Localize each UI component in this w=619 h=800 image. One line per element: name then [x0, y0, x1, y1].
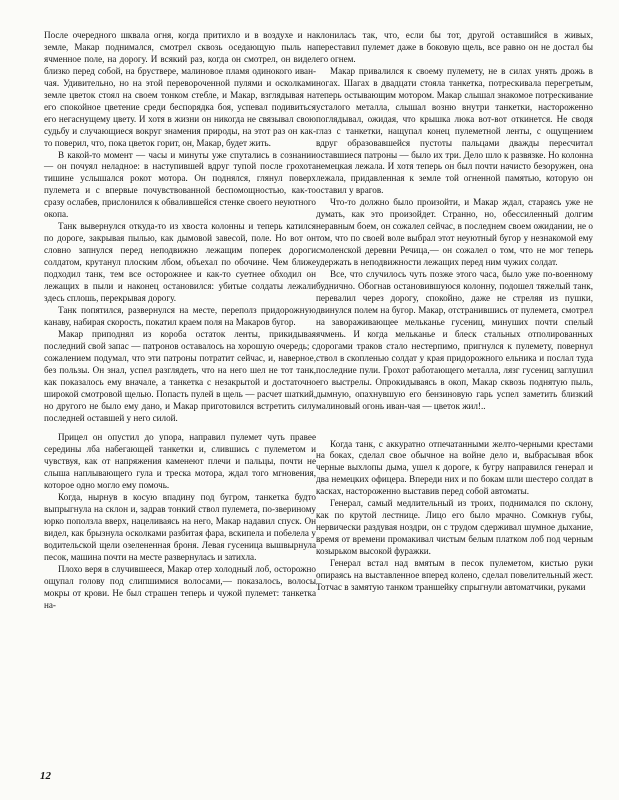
section-break [316, 413, 593, 439]
paragraph: Когда танк, с аккуратно отпечатанными желто-черными крестами на боках, сделал свое обычное на войне дело и, выбрасывая вбок черные выхлопы дыма, ушел к дороге, к бугру направился генерал и два немецких офицера. Впереди них и по бокам шли шестеро солдат в касках, настороженно выставив перед собой автоматы. [316, 438, 593, 497]
paragraph: Танк попятился, развернулся на месте, переполз придорожную канаву, набирая скорость, покатил краем поля на Макаров бугор. [44, 304, 316, 327]
paragraph: Танк вывернулся откуда-то из хвоста колонны и теперь катился по дороге, закрывая пылью, как дымовой завесой, поле. Но вот он словно запнулся перед неподвижно лежащим поперек дороги солдатом, крутанул плоским лбом, объехал по обочине. Чем ближе подходил танк, тем все осторожнее и как-то суетнее обходил он лежащих в пыли и наконец остановился: убитые солдаты лежали здесь сплошь, перекрывая дорогу. [44, 221, 316, 303]
paragraph: После очередного шквала огня, когда притихло и в воздухе и на земле, Макар поднимался, смотрел сквозь оседающую пыль на ячменное поле, на дорогу. И всякий раз, когда он смотрел, он видел близко перед собой, на бруствере, малиновое пламя одинокого иван-чая. Удивительно, но на этой перевороченной пулями и осколками земле цветок стоял на своем тонком стебле, и Макар, взглядывая на его спокойное цветение среди беспорядка боя, успевал подивиться его негаснущему цвету. И хотя в жизни он никогда не связывал свою судьбу и случающиеся вокруг знамения природы, на этот раз он как-то поверил, что, пока цветок горит, он, Макар, будет жить. [44, 30, 316, 148]
paragraph: Генерал, самый медлительный из троих, поднимался по склону, как по крутой лестнице. Лицо его было мрачно. Сомкнув губы, нервически раздувая ноздри, он с трудом сдерживал шумное дыхание, время от времени промакивал чистым белым платком лоб под черным козырьком высокой фуражки. [316, 498, 593, 557]
paragraph: В какой-то момент — часы и минуты уже спутались в сознании — он почуял неладное: в наступившей вдруг тупой после грохота тишине услышался рокот мотора. Он поднялся, глянул поверх пулемета и с впервые почувствованной беспомощностью, как-то сразу ослабев, прислонился к обвалившейся стенке своего неуютного окопа. [44, 149, 316, 220]
left-column [44, 30, 316, 612]
paragraph: Когда, нырнув в косую впадину под бугром, танкетка будто выпрыгнула на склон и, задрав тонкий ствол пулемета, по-звериному юрко поползла вверх, нацеливаясь на него, Макар надавил спуск. Он видел, как брызнула осколками разбитая фара, вскипела и побелела у водительской щели озелененная броня. Левая гусеница вышвырнула песок, машина почти на месте развернулась и затихла. [44, 492, 316, 562]
paragraph: Все, что случилось чуть позже этого часа, было уже по-военному буднично. Обогнав остановившуюся колонну, подошел тяжелый танк, перевалил через дорогу, спокойно, даже не стреляя из пушки, двинулся полем на бугор. Макар, отстранившись от пулемета, смотрел на завораживающее мельканье гусениц, минуших почти спелый ячмень. И когда мельканье и блеск стальных отполированных дорогами траков стало нестерпимо, пригнулся к пулемету, повернул ствол в скопленью солдат у края придорожного ельника и послал туда последние пули. Грохот работающего металла, лязг гусениц заглушил его выстрелы. Опрокидываясь в окоп, Макар сквозь поднятую пыль, дымную, опахнувшую его бензиновую гарь успел заметить близкий малиновый огонь иван-чая — цветок жил!.. [316, 269, 593, 411]
paragraph: Плохо веря в случившееся, Макар отер холодный лоб, осторожно ощупал голову под слипшимися волосами,— показалось, волосы мокры от крови. Не был страшен теперь и чужой пулемет: танкетка на- [44, 563, 316, 610]
paragraph: Макар приподнял из короба остаток ленты, прикидывая последний свой запас — патронов оставалось на хорошую очередь; с сожалением подумал, что эти патроны потратит сейчас, и, наверное, без пользы. Он знал, успел разглядеть, что на него шел не тот танк, как показалось ему вначале, а танкетка с незакрытой и достаточно широкой смотровой щелью. Попасть пулей в щель — расчет шаткий, но другого не было ему дано, и Макар приготовился встретить силу последней оставшей у него силой. [44, 328, 316, 423]
paragraph: Прицел он опустил до упора, направил пулемет чуть правее середины лба набегающей танкетки и, слившись с пулеметом и чувствуя, как от напряжения каменеют плечи и пальцы, почти не слыша наплывающего гула и треска мотора, ждал того мгновения, которое одно могло ему помочь. [44, 432, 316, 491]
right-column [316, 30, 593, 594]
page-number: 12 [40, 770, 51, 782]
paragraph: Макар привалился к своему пулемету, не в силах унять дрожь в ногах. Шагах в двадцати стояла танкетка, потрескивала перегретым, теперь остывающим мотором. Макар слышал знакомое потрескивание усталого металла, слышал возню внутри танкетки, настороженно поглядывал, ожидая, что крышка люка вот-вот откинется. Не сводя глаз с танкетки, нащупал конец пулеметной ленты, с ощущением вдруг образовавшейся пустоты пальцами дважды пересчитал оставшиеся патроны — было их три. Дело шло к развязке. Но колонна немецкая лежала. И хотя теперь он был почти начисто безоружен, она лежала, придавленная к земле той огненной памятью, которую он оставил у врагов. [316, 65, 593, 196]
paragraph: клонилась так, что, если бы тот, другой оставшийся в живых, переставил пулемет даже в боковую щель, все равно он не достал бы его огнем. [316, 30, 593, 64]
paragraph: Что-то должно было произойти, и Макар ждал, стараясь уже не думать, как это произойдет. Странно, но, обессиленный долгим неравным боем, он сожалел сейчас, в последнем своем ожидании, не о том, что по своей воле выбрал этот неуютный бугор у незнакомой ему смоленской деревни Речица,— он сожалел о том, что не мог теперь удержать в неподвижности лежащих перед ним чужих солдат. [316, 197, 593, 268]
paragraph: Генерал встал над вмятым в песок пулеметом, кистью руки опираясь на выставленное вперед колено, сделал повелительный жест. Тотчас в замятую танком траншейку спрыгнули автоматчики, руками [316, 558, 593, 592]
